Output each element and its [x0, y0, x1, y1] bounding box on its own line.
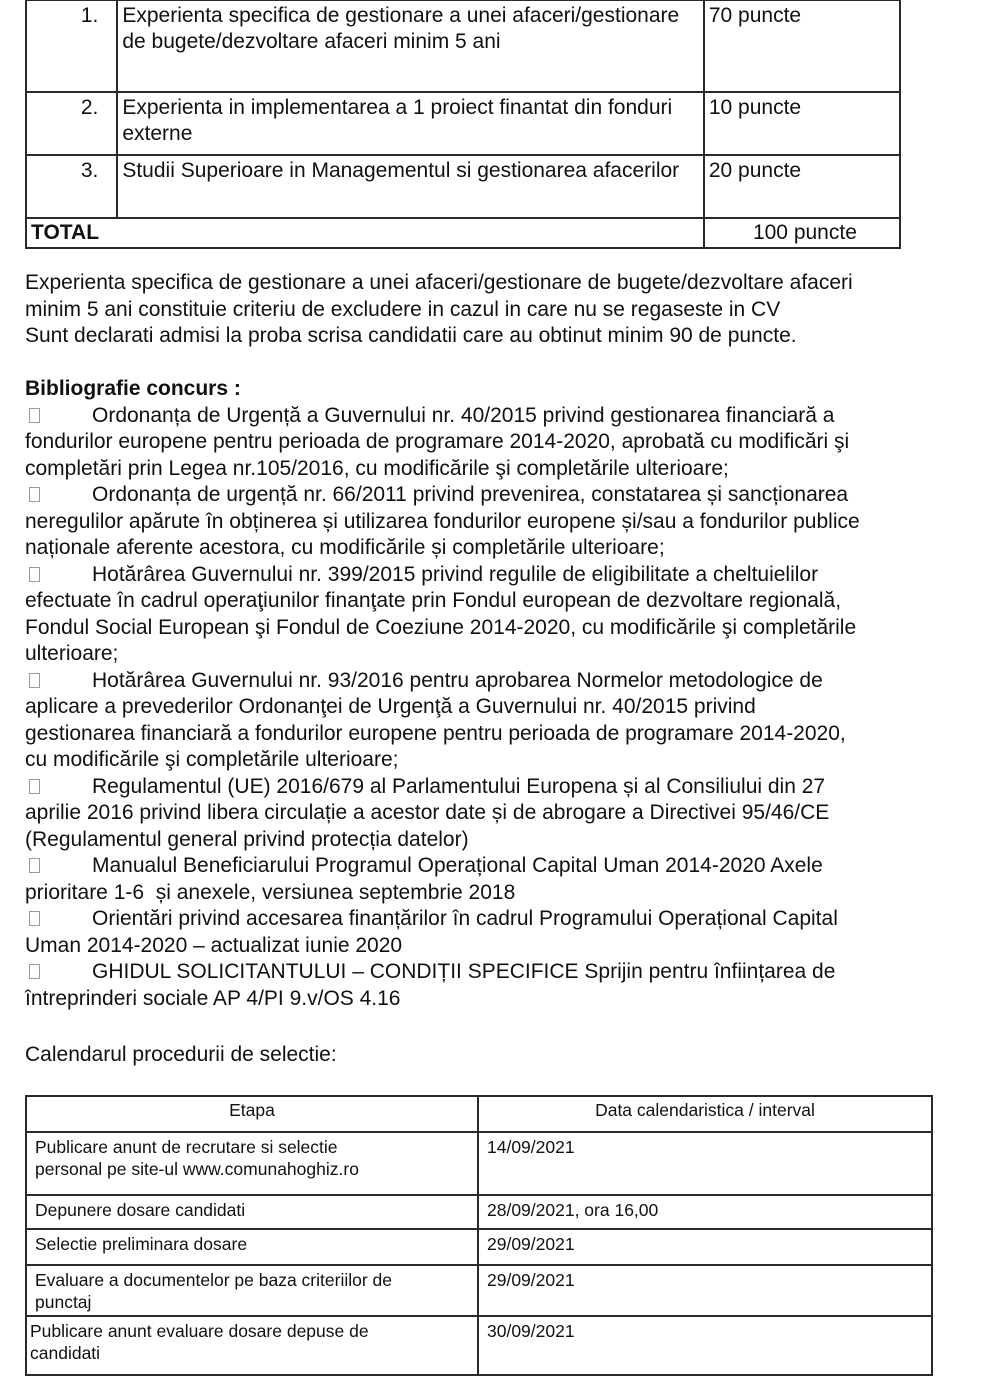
date-cell: 29/09/2021	[478, 1265, 932, 1316]
bibliography-item	[25, 403, 965, 483]
table-row	[26, 1265, 932, 1316]
total-row	[26, 218, 900, 248]
bibliography-item	[25, 959, 965, 1012]
missing-glyph-bullet-icon	[29, 487, 40, 502]
stage-text: Depunere dosare candidati	[35, 1200, 246, 1220]
stage-text: Publicare anunt de recrutare si selectie	[35, 1137, 338, 1157]
bibliography-item-text: Hotărârea Guvernului nr. 399/2015 privind regulile de eligibilitate a cheltuielilor	[92, 562, 819, 586]
stage-cell	[26, 1265, 478, 1316]
stage-cell	[26, 1195, 478, 1229]
missing-glyph-bullet-icon	[29, 673, 40, 688]
stage-text: Selectie preliminara dosare	[35, 1234, 248, 1254]
table-row	[26, 1229, 932, 1265]
criterion-number: 1.	[26, 0, 117, 92]
date-cell: 14/09/2021	[478, 1132, 932, 1195]
table-header-row	[26, 1096, 932, 1132]
bibliography-section	[25, 376, 965, 1012]
bibliography-item-text: ulterioare;	[25, 642, 119, 665]
bibliography-item-text: Fondul Social European şi Fondul de Coeziune 2014-2020, cu modificările şi completările	[25, 615, 857, 639]
bibliography-item-text: aplicare a prevederilor Ordonanţei de Urgenţă a Guvernului nr. 40/2015 privind	[25, 695, 756, 718]
bibliography-item-text: Manualul Beneficiarului Programul Operațional Capital Uman 2014-2020 Axele	[92, 854, 823, 877]
bibliography-item	[25, 562, 965, 668]
note-line: Experienta specifica de gestionare a unei afaceri/gestionare de bugete/dezvoltare afaceri	[25, 271, 853, 294]
missing-glyph-bullet-icon	[29, 567, 40, 582]
date-cell: 30/09/2021	[478, 1316, 932, 1375]
criterion-text: Experienta specifica de gestionare a unei afaceri/gestionare de bugete/dezvoltare afaceri minim 5 ani	[117, 0, 704, 92]
bibliography-item-text: neregulilor apărute în obținerea și utilizarea fondurilor europene și/sau a fondurilor publice	[25, 509, 860, 533]
bibliography-item-text: Uman 2014-2020 – actualizat iunie 2020	[25, 933, 403, 957]
bibliography-item-text: efectuate în cadrul operaţiunilor finanţate prin Fondul european de dezvoltare regională,	[25, 589, 842, 612]
bibliography-item-text: Regulamentul (UE) 2016/679 al Parlamentului Europena și al Consiliului din 27	[92, 774, 826, 798]
bibliography-item-text: fondurilor europene pentru perioada de programare 2014-2020, aprobată cu modificări şi	[25, 430, 850, 453]
table-row	[26, 1132, 932, 1195]
total-points: 100 puncte	[704, 218, 900, 248]
note-line: Sunt declarati admisi la proba scrisa candidatii care au obtinut minim 90 de puncte.	[25, 324, 797, 347]
stage-text: personal pe site-ul www.comunahoghiz.ro	[35, 1159, 359, 1179]
bibliography-item-text: (Regulamentul general privind protecția datelor)	[25, 827, 469, 851]
bibliography-item-text: gestionarea financiară a fondurilor europene pentru perioada de programare 2014-2020,	[25, 721, 846, 745]
bibliography-item-text: prioritare 1-6 și anexele, versiunea septembrie 2018	[25, 880, 516, 904]
criterion-points: 70 puncte	[704, 0, 900, 92]
bibliography-item	[25, 668, 965, 774]
bibliography-item-text: întreprinderi sociale AP 4/PI 9.v/OS 4.16	[25, 986, 401, 1010]
bibliography-item-text: aprilie 2016 privind libera circulație a acestor date și de abrogare a Directivei 95/46/CE	[25, 801, 830, 824]
table-row	[26, 155, 900, 218]
criterion-number: 3.	[26, 155, 117, 218]
criterion-text: Studii Superioare in Managementul si gestionarea afacerilor	[117, 155, 704, 218]
bibliography-item-text: Hotărârea Guvernului nr. 93/2016 pentru aprobarea Normelor metodologice de	[92, 668, 823, 692]
selection-calendar-table	[25, 1095, 933, 1376]
column-header-stage: Etapa	[26, 1096, 478, 1132]
column-header-date: Data calendaristica / interval	[478, 1096, 932, 1132]
bibliography-item	[25, 482, 965, 562]
table-row	[26, 1195, 932, 1229]
bibliography-item-text: naționale aferente acestora, cu modificările și completările ulterioare;	[25, 536, 665, 559]
bibliography-item-text: Orientări privind accesarea finanțărilor în cadrul Programului Operațional Capital	[92, 907, 838, 930]
notes-paragraph	[25, 270, 965, 350]
stage-text: Publicare anunt evaluare dosare depuse de	[30, 1321, 369, 1341]
scoring-criteria-table	[25, 0, 901, 249]
bibliography-item-text: cu modificările şi completările ulterioare;	[25, 748, 399, 771]
stage-text: Evaluare a documentelor pe baza criteriilor de	[35, 1270, 392, 1290]
bibliography-item-text: Ordonanța de Urgență a Guvernului nr. 40/2015 privind gestionarea financiară a	[92, 403, 835, 427]
bibliography-item-text: GHIDUL SOLICITANTULUI – CONDIȚII SPECIFICE Sprijin pentru înființarea de	[92, 960, 836, 983]
bibliography-item-text: completări prin Legea nr.105/2016, cu modificările şi completările ulterioare;	[25, 456, 729, 480]
bibliography-heading: Bibliografie concurs :	[25, 377, 241, 400]
total-label: TOTAL	[26, 218, 704, 248]
note-line: minim 5 ani constituie criteriu de excludere in cazul in care nu se regaseste in CV	[25, 297, 781, 321]
criterion-points: 20 puncte	[704, 155, 900, 218]
calendar-title: Calendarul procedurii de selectie:	[25, 1043, 337, 1066]
stage-text: candidati	[30, 1343, 101, 1363]
table-row	[26, 92, 900, 155]
missing-glyph-bullet-icon	[29, 964, 40, 979]
bibliography-item	[25, 906, 965, 959]
table-row	[26, 1316, 932, 1375]
criterion-points: 10 puncte	[704, 92, 900, 155]
stage-cell	[26, 1229, 478, 1265]
missing-glyph-bullet-icon	[29, 911, 40, 926]
bibliography-item-text: Ordonanța de urgență nr. 66/2011 privind prevenirea, constatarea și sancționarea	[92, 483, 849, 506]
stage-text: punctaj	[35, 1292, 92, 1312]
missing-glyph-bullet-icon	[29, 408, 40, 423]
date-cell: 28/09/2021, ora 16,00	[478, 1195, 932, 1229]
bibliography-item	[25, 774, 965, 854]
criterion-number: 2.	[26, 92, 117, 155]
table-row	[26, 0, 900, 92]
missing-glyph-bullet-icon	[29, 858, 40, 873]
bibliography-item	[25, 853, 965, 906]
stage-cell	[26, 1316, 478, 1375]
missing-glyph-bullet-icon	[29, 779, 40, 794]
date-cell: 29/09/2021	[478, 1229, 932, 1265]
stage-cell	[26, 1132, 478, 1195]
criterion-text: Experienta in implementarea a 1 proiect finantat din fonduri externe	[117, 92, 704, 155]
